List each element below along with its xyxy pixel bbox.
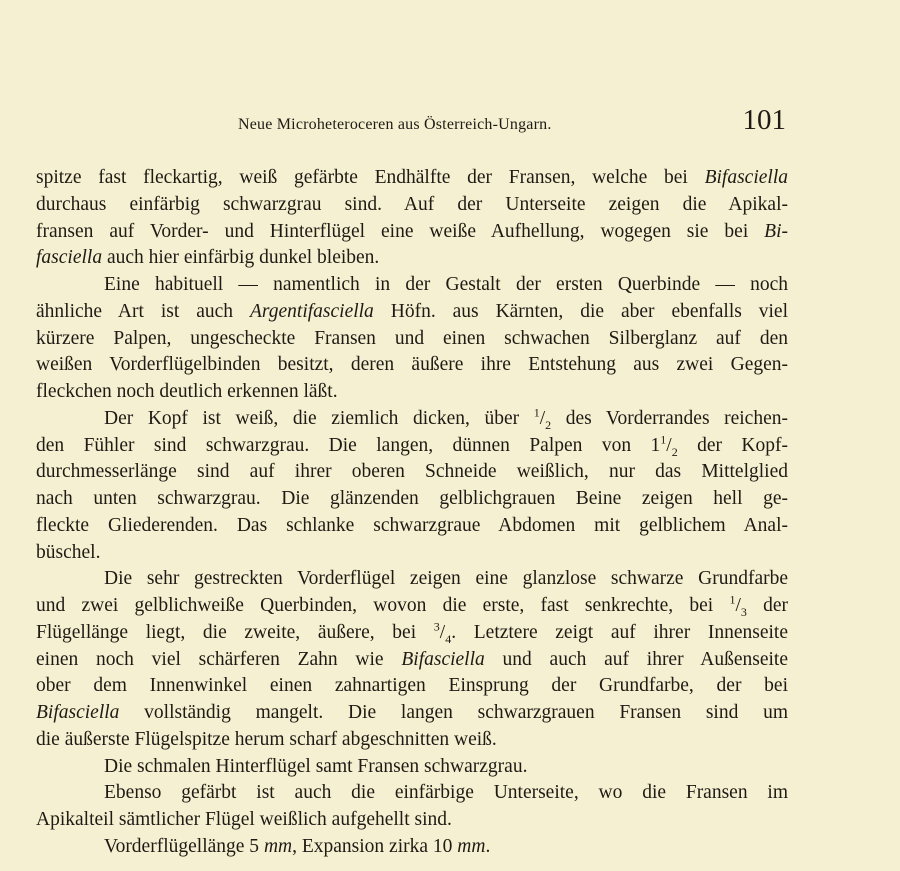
text-line: fleckte Gliederenden. Das schlanke schwarzgraue Abdomen mit gelblichem Anal- [36,514,788,536]
text-line: büschel. [36,541,101,563]
species-name: Bi- [764,220,788,242]
text-line: den Fühler sind schwarzgrau. Die langen, dünnen Palpen von $1^1/_2$ der Kopf- [36,432,788,459]
text-line: Apikalteil sämtlicher Flügel weißlich aufgehellt sind. [36,809,452,830]
fraction: $^1/_3$ [729,592,747,619]
fraction: $^1/_2$ [533,405,552,432]
text-line: fasciella auch hier einfärbig dunkel bleiben. [36,247,380,269]
text-line: Die schmalen Hinterflügel samt Fransen schwarzgrau. [104,755,528,777]
text-line: Die sehr gestreckten Vorderflügel zeigen eine glanzlose schwarze Grundfarbe [104,568,788,590]
text-line: Eine habituell — namentlich in der Gestalt der ersten Querbinde — noch [104,274,788,295]
page-number: 101 [742,104,786,136]
text-line: durchaus einfärbig schwarzgrau sind. Auf der Unterseite zeigen die Apikal- [36,193,788,215]
text-line: Ebenso gefärbt ist auch die einfärbige Unterseite, wo die Fransen im [104,782,788,804]
text-line: Flügellänge liegt, die zweite, äußere, bei $^3/_4$. Letztere zeigt auf ihrer Innenseite [36,619,788,646]
page-header [36,104,788,144]
text-line: weißen Vorderflügelbinden besitzt, deren äußere ihre Entstehung aus zwei Gegen- [36,354,788,376]
text-line: Der Kopf ist weiß, die ziemlich dicken, über $^1/_2$ des Vorderrandes reichen- [104,405,788,432]
species-name: Bifasciella [704,167,788,188]
body-text [36,165,788,861]
text-line: durchmesserlänge sind auf ihrer oberen Schneide weißlich, nur das Mittelglied [36,461,788,483]
fraction: $^1/_2$ [660,432,678,459]
species-name: fasciella [36,247,103,269]
text-line: und zwei gelblichweiße Querbinden, wovon die erste, fast senkrechte, bei $^1/_3$ der [36,592,788,619]
species-name: Argentifasciella [249,300,374,322]
text-line: Vorderflügellänge 5 mm, Expansion zirka 10 mm. [104,835,491,857]
text-line: kürzere Palpen, ungescheckte Fransen und einen schwachen Silberglanz auf den [36,327,788,349]
text-line: spitze fast fleckartig, weiß gefärbte Endhälfte der Fransen, welche bei Bifasciella [36,167,788,188]
text-line: ober dem Innenwinkel einen zahnartigen Einsprung der Grundfarbe, der bei [36,675,788,697]
text-line: nach unten schwarzgrau. Die glänzenden gelblichgrauen Beine zeigen hell ge- [36,488,788,509]
text-line: fransen auf Vorder- und Hinterflügel eine weiße Aufhellung, wogegen sie bei Bi- [36,220,788,242]
text-line: fleckchen noch deutlich erkennen läßt. [36,381,338,402]
text-line: die äußerste Flügelspitze herum scharf abgeschnitten weiß. [36,728,497,750]
text-line: Bifasciella vollständig mangelt. Die langen schwarzgrauen Fransen sind um [36,702,788,723]
species-name: Bifasciella [401,648,485,670]
running-title: Neue Microheteroceren aus Österreich-Ungarn. [238,116,552,133]
fraction: $^3/_4$ [433,619,452,646]
text-line: ähnliche Art ist auch Argentifasciella Höfn. aus Kärnten, die aber ebenfalls viel [36,300,789,322]
species-name: Bifasciella [36,702,120,723]
text-line: einen noch viel schärferen Zahn wie Bifasciella und auch auf ihrer Außenseite [36,648,788,670]
